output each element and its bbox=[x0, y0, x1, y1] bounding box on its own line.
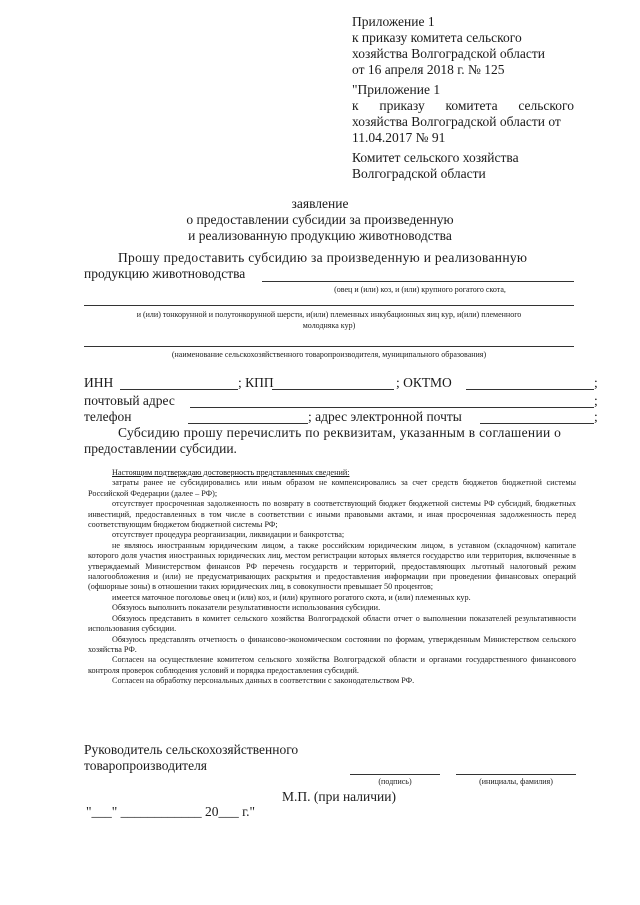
request-note-4: (наименование сельскохозяйственного товаропроизводителя, муниципального образования) bbox=[171, 350, 487, 359]
product-field-line-2[interactable] bbox=[84, 305, 574, 306]
phone-input-line[interactable] bbox=[188, 423, 308, 424]
producer-name-line[interactable] bbox=[84, 346, 574, 347]
confirmation-item: затраты ранее не субсидировались или иным образом не компенсировались за счет средств бюджетов бюджетной системы Российской Федерации (далее – РФ); bbox=[88, 478, 576, 498]
confirmation-item: Обязуюсь представлять отчетность о финансово-экономическом состоянии по формам, утвержденным Министерством сельского хозяйства РФ. bbox=[88, 634, 576, 654]
request-note-3: молодняка кур) bbox=[302, 321, 356, 330]
document-title bbox=[150, 196, 490, 244]
confirmation-item: отсутствует просроченная задолженность по возврату в соответствующий бюджет бюджетной системы РФ субсидий, бюджетных инвестиций, предоставленных в том числе в соответствии с иными правовыми актами, и иная просроченная задолженность перед соответствующим бюджетом бюджетной системы РФ; bbox=[88, 499, 576, 530]
phone-label: телефон bbox=[84, 409, 132, 424]
addressee-line-1: Комитет сельского хозяйства bbox=[352, 150, 519, 165]
confirmation-item: Обязуюсь представить в комитет сельского хозяйства Волгоградской области отчет о выполнении показателей результативности использования субсидии. bbox=[88, 613, 576, 634]
header-line-3: хозяйства Волгоградской области bbox=[352, 46, 545, 61]
confirmation-item: отсутствует процедура реорганизации, ликвидации и банкротства; bbox=[112, 530, 345, 540]
signature-input-line[interactable] bbox=[350, 774, 440, 775]
product-field-line[interactable] bbox=[262, 281, 574, 282]
name-input-line[interactable] bbox=[456, 774, 576, 775]
signature-note: (подпись) bbox=[378, 777, 412, 786]
stamp-note: М.П. (при наличии) bbox=[282, 789, 396, 804]
title-line-1: заявление bbox=[291, 196, 349, 211]
confirmation-heading: Настоящим подтверждаю достоверность представленных сведений: bbox=[112, 468, 350, 477]
date-line[interactable]: "___" ____________ 20___ г." bbox=[86, 804, 256, 819]
request-note-1: (овец и (или) коз, и (или) крупного рогатого скота, bbox=[334, 285, 506, 294]
address-label: почтовый адрес bbox=[84, 393, 175, 408]
request-note-2: и (или) тонкорунной и полутонкорунной шерсти, и(или) племенных инкубационных яиц кур, и(или) племенного bbox=[136, 310, 522, 319]
address-semicolon: ; bbox=[594, 393, 598, 408]
request-line-1: Прошу предоставить субсидию за произведенную и реализованную bbox=[118, 250, 528, 265]
header-line-1: Приложение 1 bbox=[352, 14, 435, 29]
old-header-line-1: "Приложение 1 bbox=[352, 82, 441, 97]
confirmation-list bbox=[88, 468, 576, 687]
request-line-2: продукцию животноводства bbox=[84, 266, 246, 281]
signature-title-line-2: товаропроизводителя bbox=[84, 758, 208, 773]
inn-input-line[interactable] bbox=[120, 389, 238, 390]
old-header-line-3: хозяйства Волгоградской области от bbox=[352, 114, 561, 129]
header-block bbox=[352, 14, 592, 78]
header-line-2: к приказу комитета сельского bbox=[352, 30, 522, 45]
title-line-2: о предоставлении субсидии за произведенную bbox=[186, 212, 454, 227]
confirmation-item: имеется маточное поголовье овец и (или) коз, и (или) крупного рогатого скота, и (или) племенных кур. bbox=[112, 592, 471, 602]
addressee-line-2: Волгоградской области bbox=[352, 166, 486, 181]
kpp-label: ; КПП bbox=[238, 375, 274, 390]
signature-title-line-1: Руководитель сельскохозяйственного bbox=[84, 742, 299, 757]
oktmo-label: ; ОКТМО bbox=[396, 375, 452, 390]
email-label: ; адрес электронной почты bbox=[308, 409, 462, 424]
title-line-3: и реализованную продукцию животноводства bbox=[188, 228, 452, 243]
kpp-input-line[interactable] bbox=[272, 389, 394, 390]
oktmo-input-line[interactable] bbox=[466, 389, 594, 390]
address-input-line[interactable] bbox=[190, 407, 594, 408]
confirmation-item: не являюсь иностранным юридическим лицом, а также российским юридическим лицом, в уставном (складочном) капитале которого доля участия иностранных юридических лиц, местом регистрации которых является государство или территория, включенные в утверждаемый Министерством финансов РФ перечень государств и территорий, предоставляющих льготный налоговый режим налогообложения и (или) не предусматривающих раскрытия и предоставления информации при проведении финансовых операций (офшорные зоны) в отношении таких юридических лиц, в совокупности превышает 50 процентов; bbox=[88, 540, 576, 592]
email-input-line[interactable] bbox=[480, 423, 594, 424]
confirmation-item: Согласен на обработку персональных данных в соответствии с законодательством РФ. bbox=[112, 676, 415, 686]
addressee-block bbox=[352, 150, 592, 182]
old-header-block bbox=[352, 82, 574, 146]
old-header-line-4: 11.04.2017 № 91 bbox=[352, 130, 446, 145]
confirmation-item: Обязуюсь выполнить показатели результативности использования субсидии. bbox=[112, 603, 381, 613]
transfer-line-2: предоставлении субсидии. bbox=[84, 441, 237, 456]
name-note: (инициалы, фамилия) bbox=[479, 777, 553, 786]
old-header-line-2: к приказу комитета сельского bbox=[352, 98, 574, 113]
header-line-4: от 16 апреля 2018 г. № 125 bbox=[352, 62, 505, 77]
email-semicolon: ; bbox=[594, 409, 598, 424]
fields-end-semicolon: ; bbox=[594, 375, 598, 390]
confirmation-item: Согласен на осуществление комитетом сельского хозяйства Волгоградской области и органами государственного финансового контроля проверок соблюдения условий и порядка предоставления субсидий. bbox=[88, 655, 576, 675]
inn-label: ИНН bbox=[84, 375, 114, 390]
transfer-line-1: Субсидию прошу перечислить по реквизитам, указанным в соглашении о bbox=[118, 425, 562, 440]
